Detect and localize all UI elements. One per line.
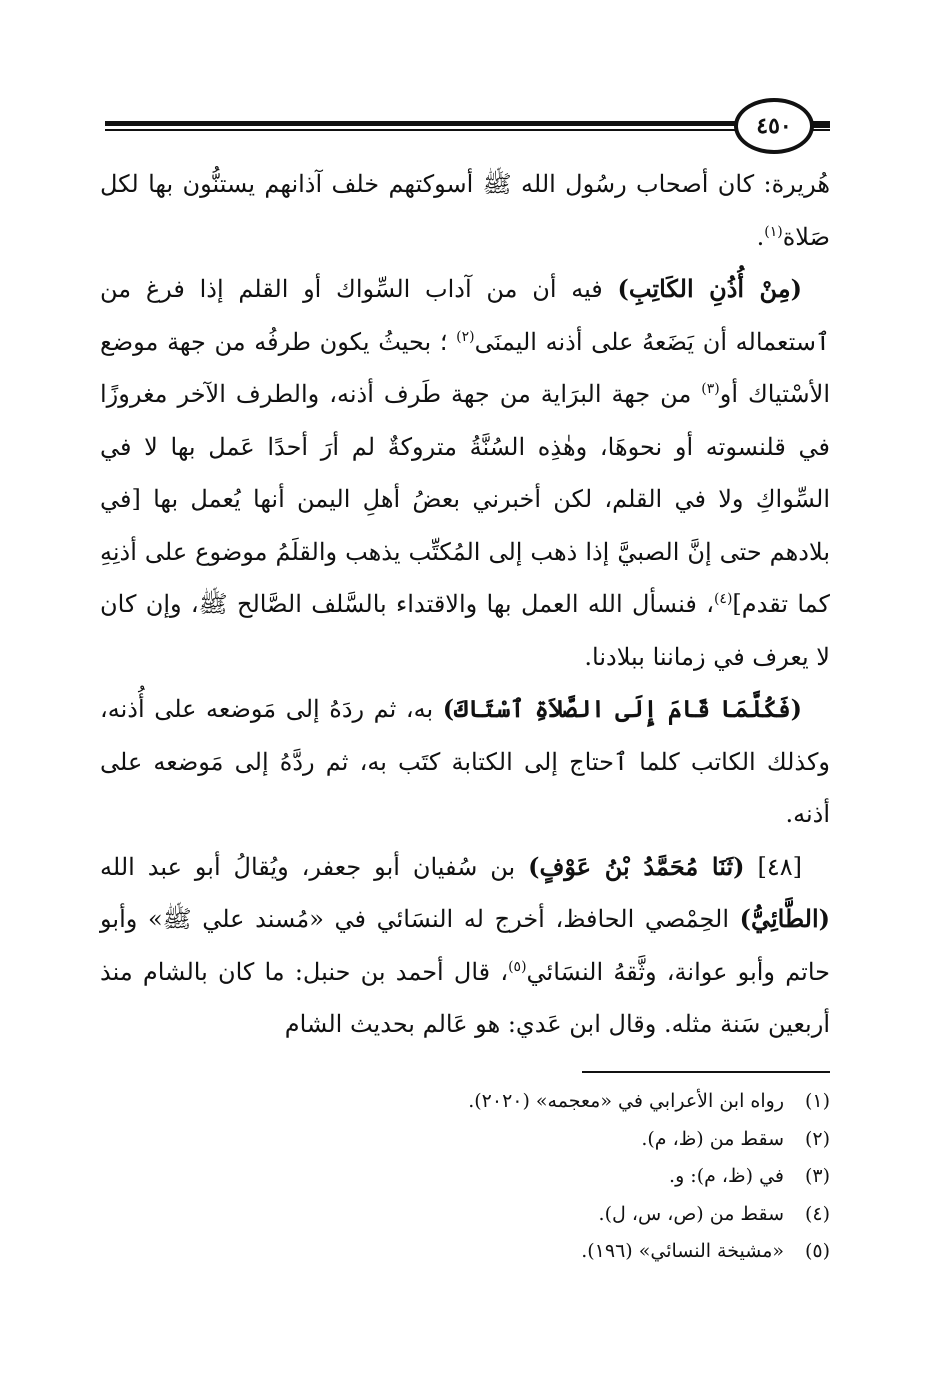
header-rule-thin	[105, 129, 830, 131]
text-segment: .	[756, 222, 765, 251]
entry-number: [٤٨]	[744, 852, 802, 881]
text-segment: ، قال أحمد بن حنبل: ما كان بالشام منذ أربعين سَنة مثله. وقال ابن عَدي: هو عَالم بحديث الشام	[100, 957, 830, 1038]
footnote-number: (١)	[804, 1090, 830, 1112]
footnote-5	[100, 1233, 830, 1271]
footnote-ref[interactable]: (٣)	[701, 381, 720, 397]
footnote-text: «مشيخة النسائي» (١٩٦).	[581, 1240, 784, 1262]
page-number	[734, 98, 814, 154]
footnote-text: سقط من (ظ، م).	[641, 1127, 784, 1150]
footnote-number: (٣)	[804, 1165, 830, 1187]
footnote-1	[100, 1083, 830, 1121]
footnote-3	[100, 1158, 830, 1196]
lemma: (فَكُلَّمَا قَامَ إِلَى الصَّلاَةِ ٱسْتَاكَ)	[442, 694, 802, 723]
lemma: (الطَّائِيُّ)	[739, 904, 830, 933]
text-segment: ، فنسأل الله العمل بها والاقتداء بالسَّلف الصَّالح ﷺ، وإن كان لا يعرف في زماننا ببلادنا.	[100, 590, 830, 671]
paragraph-3	[100, 683, 830, 841]
text-segment: بن سُفيان أبو جعفر، ويُقالُ أبو عبد الله	[100, 852, 529, 881]
footnote-2	[100, 1121, 830, 1159]
footnote-number: (٥)	[804, 1240, 830, 1262]
paragraph-2	[100, 263, 830, 683]
footnote-text: سقط من (ص، س، ل).	[598, 1202, 784, 1225]
paragraph-1	[100, 158, 830, 263]
text-segment: ؛ بحيثُ يكون طرفُه من جهة موضع الأسْتياك أو	[100, 327, 830, 408]
footnote-number: (٤)	[804, 1202, 830, 1225]
paragraph-4	[100, 841, 830, 1051]
footnotes	[100, 1083, 830, 1271]
footnote-text: في (ظ، م): و.	[669, 1165, 784, 1187]
footnote-ref[interactable]: (١)	[764, 223, 783, 240]
header-rule	[105, 121, 830, 131]
footnote-number: (٢)	[804, 1127, 830, 1150]
footnote-separator	[582, 1071, 830, 1073]
lemma: (ثَنَا مُحَمَّدُ بْنُ عَوْفٍ)	[528, 851, 745, 881]
footnote-text: رواه ابن الأعرابي في «معجمه» (٢٠٢٠).	[468, 1090, 784, 1112]
text-segment: هُريرة: كان أصحاب رسُول الله ﷺ أسوكتهم خلف آذانهم يستنُّون بها لكل صَلاة	[100, 170, 830, 251]
text-segment: الحِمْصي الحافظ، أخرج له النسَائي في «مُسند علي ﷺ» وأبو حاتم وأبو عوانة، وثَّقهُ النسَائي	[100, 905, 830, 986]
footnote-ref[interactable]: (٥)	[508, 958, 527, 975]
footnote-ref[interactable]: (٤)	[713, 591, 733, 607]
footnote-4	[100, 1196, 830, 1234]
main-text	[100, 158, 830, 1051]
footnote-ref[interactable]: (٢)	[456, 328, 475, 345]
text-segment: من جهة البرَاية من جهة طَرف أذنه، والطرف الآخر مغروزًا في قلنسوته أو نحوهَا، وهٰذِه السُنَّةُ متروكةٌ لم أرَ أحدًا عَمل بها لا في السِّواكِ ولا في القلم، لكن أخبرني بعضُ أهلِ اليمن أنها يُعمل بها [في بلادهم حتى إنَّ الصبيَّ إذا ذهب إلى المُكتِّب يذهب والقلَمُ موضوع على أذنِهِ كما تقدم]	[100, 380, 830, 618]
header-rule-thick	[105, 121, 830, 126]
page-number-tail	[812, 124, 830, 128]
lemma: (مِنْ أُذُنِ الكَاتِبِ)	[617, 274, 802, 303]
text-segment: فيه أن من آداب السِّواك أو القلم إذا فرغ من ٱستعماله أن يَضَعهُ على أذنه اليمنَى	[100, 275, 830, 356]
page-number-text: ٤٥٠	[756, 113, 792, 139]
text-segment: به، ثم ردَهُ إلى مَوضعه على أُذنه، وكذلك الكاتب كلما ٱحتاج إلى الكتابة كتَب به، ثم ردَّهُ إلى مَوضعه على أذنه.	[100, 695, 830, 828]
